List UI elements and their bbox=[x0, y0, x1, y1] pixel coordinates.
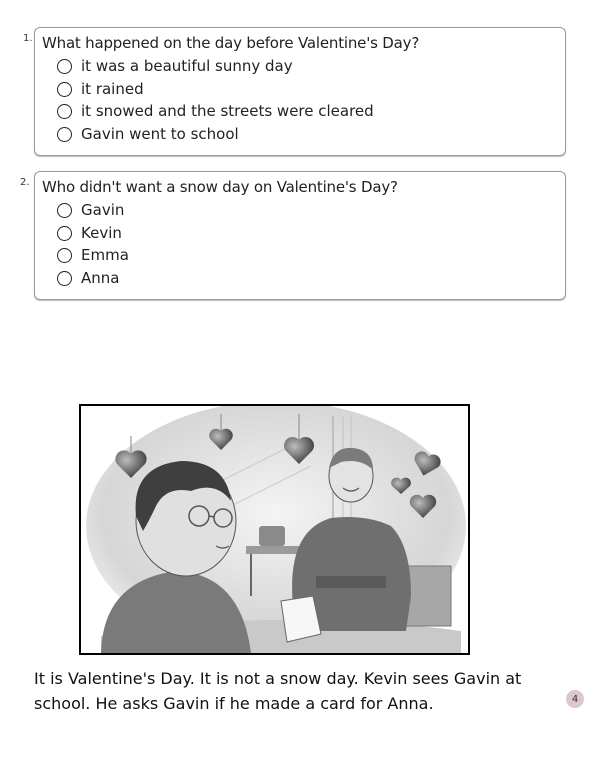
question-2-option-4[interactable] bbox=[57, 268, 119, 288]
radio-button[interactable] bbox=[57, 248, 72, 263]
question-1-option-1[interactable] bbox=[57, 56, 293, 76]
question-1-option-3[interactable] bbox=[57, 101, 374, 121]
story-line-1: It is Valentine's Day. It is not a snow day. Kevin sees Gavin at bbox=[34, 669, 522, 688]
radio-button[interactable] bbox=[57, 127, 72, 142]
question-1-option-2[interactable] bbox=[57, 79, 144, 99]
story-line-2: school. He asks Gavin if he made a card for Anna. bbox=[34, 694, 434, 713]
radio-button[interactable] bbox=[57, 82, 72, 97]
option-label: Emma bbox=[81, 246, 129, 264]
question-1-box bbox=[34, 27, 566, 156]
classroom-scene-illustration bbox=[81, 406, 468, 653]
option-label: Anna bbox=[81, 269, 120, 287]
question-2-box bbox=[34, 171, 566, 300]
question-2-text: Who didn't want a snow day on Valentine's Day? bbox=[42, 178, 398, 196]
option-label: Gavin bbox=[81, 201, 125, 219]
question-2-option-2[interactable] bbox=[57, 223, 122, 243]
radio-button[interactable] bbox=[57, 203, 72, 218]
page-number-badge: 4 bbox=[566, 690, 584, 708]
option-label: Gavin went to school bbox=[81, 125, 239, 143]
option-label: it snowed and the streets were cleared bbox=[81, 102, 374, 120]
story-text bbox=[34, 666, 554, 716]
radio-button[interactable] bbox=[57, 104, 72, 119]
option-label: Kevin bbox=[81, 224, 122, 242]
story-illustration bbox=[79, 404, 470, 655]
question-2-option-1[interactable] bbox=[57, 200, 124, 220]
radio-button[interactable] bbox=[57, 59, 72, 74]
question-1-option-4[interactable] bbox=[57, 124, 239, 144]
radio-button[interactable] bbox=[57, 271, 72, 286]
question-2-option-3[interactable] bbox=[57, 245, 129, 265]
option-label: it rained bbox=[81, 80, 144, 98]
radio-button[interactable] bbox=[57, 226, 72, 241]
question-2-number: 2. bbox=[20, 177, 30, 188]
option-label: it was a beautiful sunny day bbox=[81, 57, 293, 75]
question-1-number: 1. bbox=[23, 33, 33, 44]
question-1-text: What happened on the day before Valentine's Day? bbox=[42, 34, 420, 52]
